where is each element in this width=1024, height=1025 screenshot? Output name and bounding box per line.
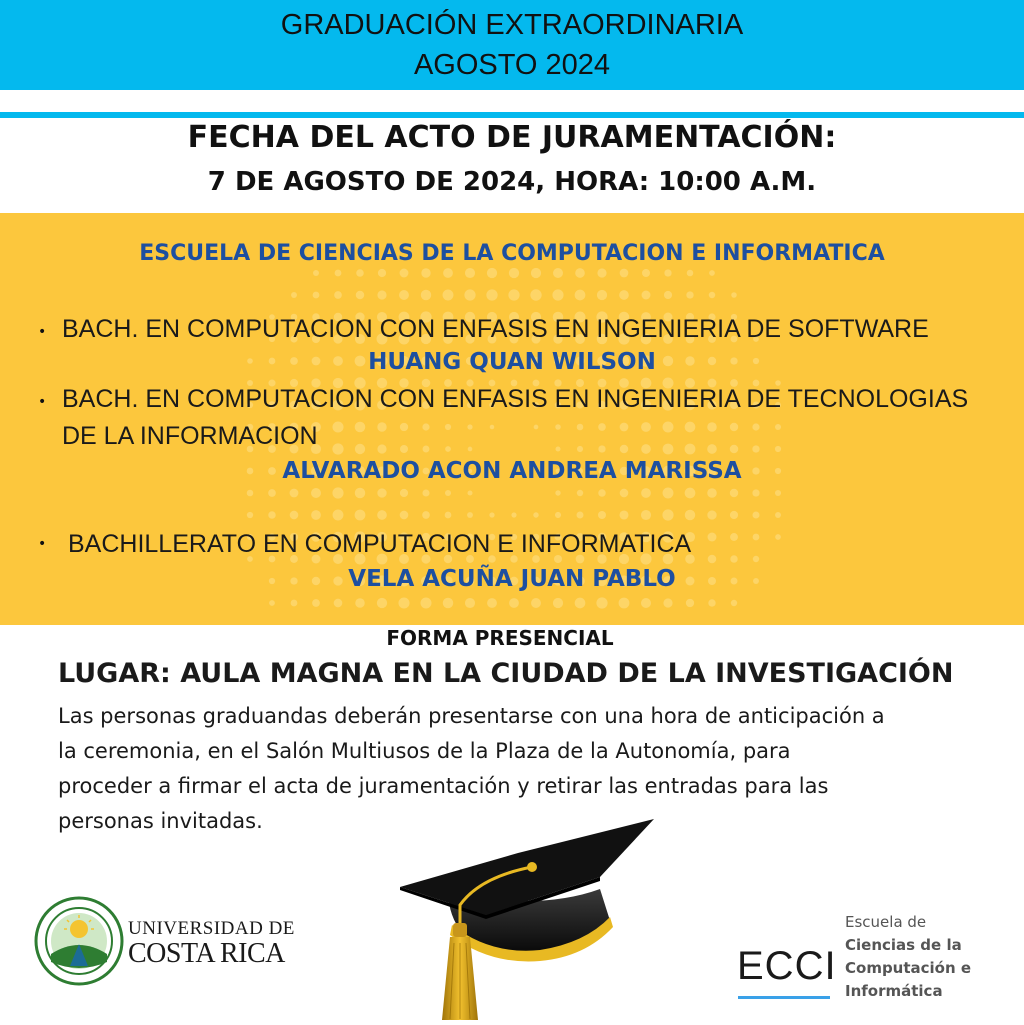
pattern-dot	[487, 598, 497, 608]
pattern-dot	[752, 445, 759, 452]
pattern-dot	[709, 270, 715, 276]
pattern-dot	[598, 423, 606, 431]
pattern-dot	[553, 268, 563, 278]
pattern-dot	[642, 291, 651, 300]
pattern-dot	[291, 292, 297, 298]
ecci-underline	[738, 996, 830, 999]
pattern-dot	[752, 511, 759, 518]
pattern-dot	[775, 512, 781, 518]
pattern-dot	[311, 510, 321, 520]
pattern-dot	[619, 510, 628, 519]
pattern-dot	[356, 269, 364, 277]
pattern-dot	[399, 290, 409, 300]
pattern-dot	[664, 269, 671, 276]
pattern-dot	[467, 490, 472, 495]
ecci-line: Escuela de	[845, 913, 927, 931]
pattern-dot	[641, 488, 651, 498]
pattern-dot	[445, 446, 451, 452]
pattern-dot	[663, 444, 674, 455]
pattern-dot	[730, 489, 738, 497]
pattern-dot	[620, 489, 629, 498]
pattern-dot	[335, 270, 342, 277]
pattern-dot	[247, 490, 254, 497]
pattern-dot	[355, 510, 366, 521]
pattern-dot	[708, 555, 717, 564]
pattern-dot	[555, 446, 560, 451]
pattern-dot	[577, 446, 583, 452]
pattern-dot	[575, 268, 585, 278]
bullet-icon: •	[38, 536, 47, 552]
header-title: GRADUACIÓN EXTRAORDINARIA	[280, 9, 744, 41]
pattern-dot	[398, 597, 409, 608]
pattern-dot	[555, 512, 561, 518]
pattern-dot	[332, 487, 343, 498]
ceremony-date-time: 7 DE AGOSTO DE 2024, HORA: 10:00 A.M.	[207, 167, 817, 197]
pattern-dot	[620, 269, 629, 278]
pattern-dot	[333, 510, 344, 521]
pattern-dot	[332, 443, 343, 454]
ucr-wordmark	[128, 918, 295, 968]
pattern-dot	[730, 445, 739, 454]
pattern-dot	[686, 599, 694, 607]
program-name: BACHILLERATO EN COMPUTACION E INFORMATICA	[68, 530, 692, 558]
pattern-dot	[775, 490, 781, 496]
school-name: ESCUELA DE CIENCIAS DE LA COMPUTACION E INFORMATICA	[139, 241, 885, 266]
pattern-dot	[707, 444, 717, 454]
pattern-dot	[356, 291, 364, 299]
pattern-dot	[707, 510, 716, 519]
pattern-dot	[555, 490, 560, 495]
pattern-dot	[534, 425, 539, 430]
instructions-line: personas invitadas.	[58, 809, 263, 833]
pattern-dot	[685, 444, 696, 455]
pattern-dot	[553, 598, 563, 608]
pattern-dot	[533, 512, 538, 517]
pattern-dot	[269, 600, 275, 606]
instructions-line: proceder a firmar el acta de juramentación y retirar las entradas para las	[58, 774, 829, 798]
pattern-dot	[598, 511, 606, 519]
ucr-name-line2: COSTA RICA	[128, 938, 285, 969]
pattern-dot	[664, 291, 672, 299]
pattern-dot	[420, 597, 431, 608]
pattern-dot	[731, 292, 737, 298]
pattern-dot	[378, 269, 386, 277]
pattern-dot	[290, 511, 299, 520]
pattern-dot	[508, 289, 519, 300]
pattern-dot	[530, 289, 541, 300]
ecci-logo-mark: ECCI	[737, 944, 837, 988]
pattern-dot	[400, 511, 409, 520]
pattern-dot	[598, 445, 605, 452]
pattern-dot	[663, 598, 672, 607]
pattern-dot	[685, 422, 696, 433]
pattern-dot	[312, 599, 320, 607]
pattern-dot	[334, 599, 343, 608]
pattern-dot	[313, 270, 319, 276]
program-name-continued: DE LA INFORMACION	[62, 422, 318, 450]
pattern-dot	[313, 292, 320, 299]
pattern-dot	[422, 489, 429, 496]
pattern-dot	[268, 489, 276, 497]
pattern-dot	[467, 424, 472, 429]
pattern-dot	[509, 598, 519, 608]
pattern-dot	[555, 424, 561, 430]
pattern-dot	[421, 290, 431, 300]
pattern-dot	[445, 512, 452, 519]
pattern-dot	[421, 268, 430, 277]
ecci-line: Informática	[845, 982, 943, 1000]
ecci-school-name	[845, 911, 971, 1003]
pattern-dot	[577, 424, 584, 431]
pattern-dot	[443, 268, 453, 278]
pattern-dot	[465, 598, 475, 608]
pattern-dot	[730, 555, 737, 562]
pattern-dot	[730, 533, 738, 541]
instructions-line: la ceremonia, en el Salón Multiusos de la Plaza de la Autonomía, para	[58, 739, 791, 763]
pattern-dot	[400, 489, 408, 497]
program-name: BACH. EN COMPUTACION CON ENFASIS EN INGENIERIA DE TECNOLOGIAS	[62, 385, 969, 413]
pattern-dot	[531, 268, 541, 278]
divider-stripe	[0, 112, 1024, 118]
pattern-dot	[686, 291, 693, 298]
pattern-dot	[355, 422, 366, 433]
pattern-dot	[443, 598, 454, 609]
pattern-dot	[730, 511, 738, 519]
pattern-dot	[511, 512, 516, 517]
pattern-dot	[642, 269, 650, 277]
pattern-dot	[619, 598, 630, 609]
pattern-dot	[332, 421, 343, 432]
pattern-dot	[445, 424, 451, 430]
pattern-dot	[552, 289, 563, 300]
pattern-dot	[377, 598, 387, 608]
pattern-dot	[663, 422, 674, 433]
pattern-dot	[752, 423, 759, 430]
graduate-name: HUANG QUAN WILSON	[368, 349, 656, 375]
pattern-dot	[468, 447, 473, 452]
pattern-dot	[641, 598, 651, 608]
pattern-dot	[443, 290, 454, 301]
pattern-dot	[707, 532, 716, 541]
pattern-dot	[597, 290, 607, 300]
pattern-dot	[355, 598, 365, 608]
pattern-dot	[730, 423, 738, 431]
pattern-dot	[247, 512, 253, 518]
pattern-dot	[377, 444, 386, 453]
graduate-name: VELA ACUÑA JUAN PABLO	[348, 566, 676, 592]
pattern-dot	[707, 422, 717, 432]
programs-panel	[0, 213, 1024, 625]
pattern-dot	[423, 446, 430, 453]
pattern-dot	[576, 511, 583, 518]
pattern-dot	[641, 422, 651, 432]
modality-label: FORMA PRESENCIAL	[386, 626, 614, 650]
pattern-dot	[531, 598, 541, 608]
pattern-dot	[707, 488, 717, 498]
ecci-line: Computación e	[845, 959, 972, 977]
pattern-dot	[290, 489, 299, 498]
pattern-dot	[775, 424, 781, 430]
ecci-line: Ciencias de la	[845, 936, 962, 954]
pattern-dot	[775, 446, 781, 452]
pattern-dot	[641, 510, 651, 520]
pattern-dot	[400, 269, 409, 278]
pattern-dot	[663, 488, 674, 499]
pattern-dot	[311, 488, 321, 498]
pattern-dot	[509, 268, 519, 278]
pattern-dot	[685, 488, 696, 499]
pattern-dot	[377, 488, 386, 497]
pattern-dot	[268, 511, 276, 519]
program-name: BACH. EN COMPUTACION CON ENFASIS EN INGENIERIA DE SOFTWARE	[62, 315, 929, 343]
pattern-dot	[355, 444, 365, 454]
pattern-dot	[490, 425, 495, 430]
pattern-dot	[597, 268, 606, 277]
header-subtitle: AGOSTO 2024	[413, 49, 611, 81]
pattern-dot	[709, 292, 715, 298]
graduate-name: ALVARADO ACON ANDREA MARISSA	[282, 458, 742, 484]
pattern-dot	[377, 290, 386, 299]
pattern-dot	[753, 556, 759, 562]
graduation-cap-icon	[390, 815, 670, 1025]
university-seal-icon	[34, 896, 124, 986]
pattern-dot	[619, 290, 629, 300]
pattern-dot	[465, 268, 475, 278]
pattern-dot	[596, 597, 607, 608]
pattern-dot	[598, 489, 606, 497]
pattern-dot	[464, 289, 475, 300]
bullet-icon: •	[38, 394, 47, 410]
venue-heading: LUGAR: AULA MAGNA EN LA CIUDAD DE LA INVESTIGACIÓN	[58, 658, 954, 689]
pattern-dot	[575, 290, 586, 301]
bullet-icon: •	[38, 324, 47, 340]
pattern-dot	[662, 509, 673, 520]
pattern-dot	[334, 291, 342, 299]
pattern-dot	[291, 600, 298, 607]
ceremony-title: FECHA DEL ACTO DE JURAMENTACIÓN:	[187, 120, 837, 155]
pattern-dot	[377, 422, 386, 431]
pattern-dot	[400, 423, 408, 431]
pattern-dot	[687, 270, 694, 277]
pattern-dot	[753, 534, 760, 541]
pattern-dot	[731, 600, 737, 606]
pattern-dot	[487, 268, 497, 278]
pattern-dot	[620, 445, 628, 453]
pattern-dot	[575, 598, 586, 609]
pattern-dot	[685, 510, 695, 520]
pattern-dot	[355, 488, 365, 498]
pattern-dot	[422, 423, 429, 430]
pattern-dot	[775, 534, 781, 540]
pattern-dot	[489, 512, 494, 517]
pattern-dot	[620, 423, 629, 432]
pattern-dot	[377, 510, 387, 520]
pattern-dot	[708, 599, 715, 606]
header-banner	[0, 0, 1024, 90]
pattern-dot	[752, 489, 759, 496]
instructions-line: Las personas graduandas deberán presentarse con una hora de anticipación a	[58, 704, 885, 728]
pattern-dot	[445, 490, 451, 496]
pattern-dot	[422, 511, 430, 519]
pattern-dot	[641, 444, 651, 454]
pattern-dot	[577, 490, 583, 496]
pattern-dot	[467, 512, 473, 518]
pattern-dot	[400, 445, 408, 453]
pattern-dot	[486, 289, 497, 300]
ucr-name-line1: UNIVERSIDAD DE	[128, 918, 295, 939]
